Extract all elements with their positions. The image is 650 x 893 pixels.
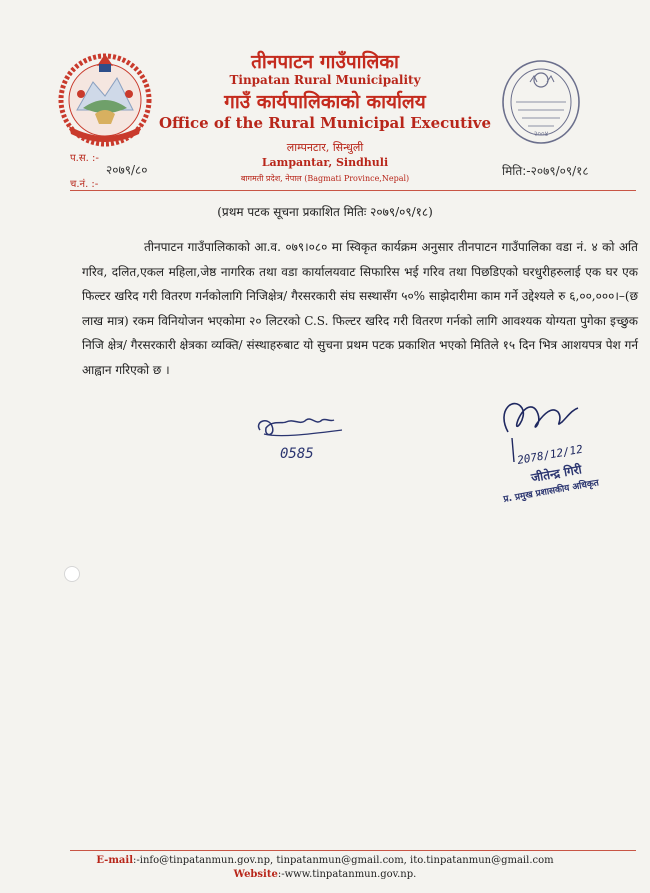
date-value: २०७९/०९/१८ xyxy=(530,164,589,178)
officer-designation: प्र. प्रमुख प्रशासकीय अधिकृत xyxy=(502,478,600,505)
handwritten-number: 0585 xyxy=(280,446,314,462)
officer-name: जीतेन्द्र गिरी xyxy=(530,462,583,485)
location-nepali: लाम्पनटार, सिन्धुली xyxy=(286,141,364,154)
officer-signature xyxy=(468,392,628,508)
date-line xyxy=(502,162,589,179)
signature-date: 2078/12/12 xyxy=(516,442,584,467)
header-divider xyxy=(70,190,636,191)
footer-divider xyxy=(70,850,636,851)
ref-number-label: प.स. :- xyxy=(70,153,99,164)
email-label: E-mail xyxy=(96,855,133,866)
svg-text:२००४: २००४ xyxy=(533,130,549,138)
province-line: बागमती प्रदेश, नेपाल (Bagmati Province,Nepal) xyxy=(240,174,410,183)
office-name-nepali: गाउँ कार्यपालिकाको कार्यालय xyxy=(224,91,426,113)
notice-body: तीनपाटन गाउँपालिकाको आ.व. ०७९।०८० मा स्विकृत कार्यक्रम अनुसार तीनपाटन गाउँपालिका वडा नं. ४ को अति गरिव, दलित,एकल महिला,जेष्ठ नागरिक तथा वडा कार्यालयवाट सिफारिस भई गरिव तथा पिछडिएको घरधुरीहरुलाई एक घर एक फिल्टर खरिद गरी वितरण गर्नकोलागि निजिक्षेत्र/ गैरसरकारी संघ सस्थासँग ५०% साझेदारीमा काम गर्ने उद्देश्यले रु ६,००,०००।–(छ लाख मात्र) रकम विनियोजन भएकोमा २० लिटरको C.S. फिल्टर खरिद गरी वितरण गर्नको लागि आवश्यक योग्यता पुगेका इच्छुक निजि क्षेत्र/ गैरसरकारी क्षेत्रका व्यक्ति/ संस्थाहरुबाट यो सुचना प्रथम पटक प्रकाशित भएको मितिले १५ दिन भित्र आशयपत्र पेश गर्न आह्वान गरिएको छ । xyxy=(82,240,638,377)
ref-number-value: २०७९/८० xyxy=(106,163,148,177)
date-label: मिति:- xyxy=(502,164,531,178)
punch-hole xyxy=(64,566,80,582)
municipality-name-nepali: तीनपाटन गाउँपालिका xyxy=(251,51,399,73)
handwritten-initial-left xyxy=(250,412,360,464)
location-english: Lampantar, Sindhuli xyxy=(261,156,389,169)
footer-email-line xyxy=(0,855,650,866)
notice-title: (प्रथम पटक सूचना प्रकाशित मितिः २०७९/०९/१८) xyxy=(217,205,433,219)
municipality-name-english: Tinpatan Rural Municipality xyxy=(229,73,421,87)
footer-website-line xyxy=(0,869,650,880)
email-value: :-info@tinpatanmun.gov.np, tinpatanmun@gmail.com, ito.tinpatanmun@gmail.com xyxy=(133,855,554,866)
website-label: Website xyxy=(233,869,278,880)
website-value: :-www.tinpatanmun.gov.np. xyxy=(277,869,417,880)
dispatch-number-label: च.नं. :- xyxy=(70,179,99,190)
office-name-english: Office of the Rural Municipal Executive xyxy=(158,114,492,132)
